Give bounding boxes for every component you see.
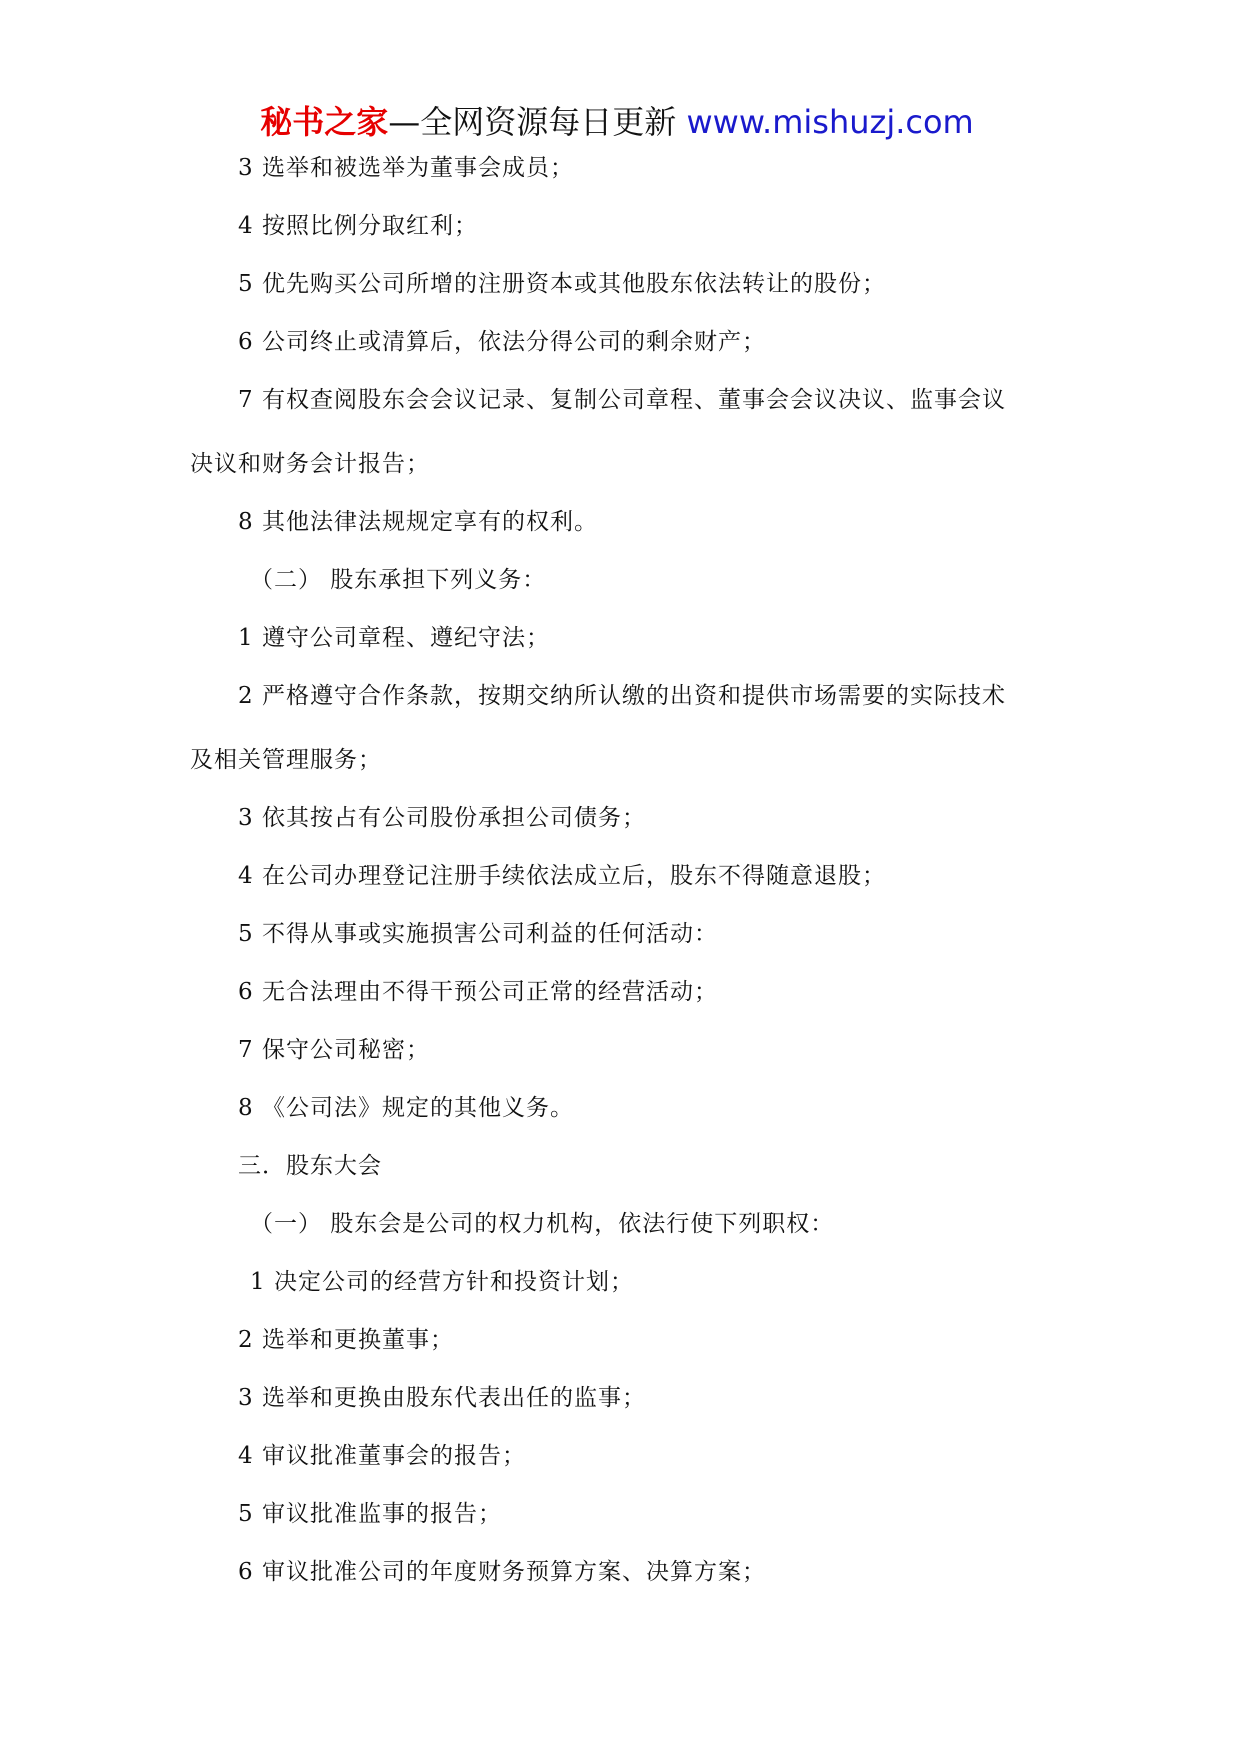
paragraph: 6 无合法理由不得干预公司正常的经营活动；	[238, 979, 718, 1005]
watermark-url-link[interactable]: www.mishuzj.com	[686, 103, 974, 141]
paragraph: 2 严格遵守合作条款，按期交纳所认缴的出资和提供市场需要的实际技术	[238, 683, 1006, 709]
watermark-brand: 秘书之家	[260, 103, 389, 141]
paragraph: 8 《公司法》规定的其他义务。	[238, 1095, 574, 1121]
paragraph: 5 不得从事或实施损害公司利益的任何活动：	[238, 921, 718, 947]
paragraph: 4 按照比例分取红利；	[238, 213, 478, 239]
section-heading: （二） 股东承担下列义务：	[250, 567, 547, 593]
paragraph: 3 依其按占有公司股份承担公司债务；	[238, 805, 646, 831]
site-watermark-header	[0, 100, 1234, 144]
paragraph: 7 有权查阅股东会会议记录、复制公司章程、董事会会议决议、监事会议	[238, 387, 1006, 413]
paragraph-continuation: 及相关管理服务；	[190, 747, 382, 773]
paragraph-continuation: 决议和财务会计报告；	[190, 451, 430, 477]
section-heading: （一） 股东会是公司的权力机构，依法行使下列职权：	[250, 1211, 835, 1237]
paragraph: 4 在公司办理登记注册手续依法成立后，股东不得随意退股；	[238, 863, 886, 889]
paragraph: 6 审议批准公司的年度财务预算方案、决算方案；	[238, 1559, 766, 1585]
paragraph: 5 优先购买公司所增的注册资本或其他股东依法转让的股份；	[238, 271, 886, 297]
paragraph: 5 审议批准监事的报告；	[238, 1501, 502, 1527]
section-heading: 三．股东大会	[238, 1153, 382, 1179]
paragraph: 7 保守公司秘密；	[238, 1037, 430, 1063]
paragraph: 2 选举和更换董事；	[238, 1327, 454, 1353]
paragraph: 1 遵守公司章程、遵纪守法；	[238, 625, 550, 651]
watermark-slogan: —全网资源每日更新	[388, 103, 677, 141]
paragraph: 3 选举和被选举为董事会成员；	[238, 155, 574, 181]
paragraph: 1 决定公司的经营方针和投资计划；	[250, 1269, 634, 1295]
document-body	[190, 150, 1050, 1590]
paragraph: 8 其他法律法规规定享有的权利。	[238, 509, 598, 535]
paragraph: 3 选举和更换由股东代表出任的监事；	[238, 1385, 646, 1411]
paragraph: 4 审议批准董事会的报告；	[238, 1443, 526, 1469]
paragraph: 6 公司终止或清算后，依法分得公司的剩余财产；	[238, 329, 766, 355]
